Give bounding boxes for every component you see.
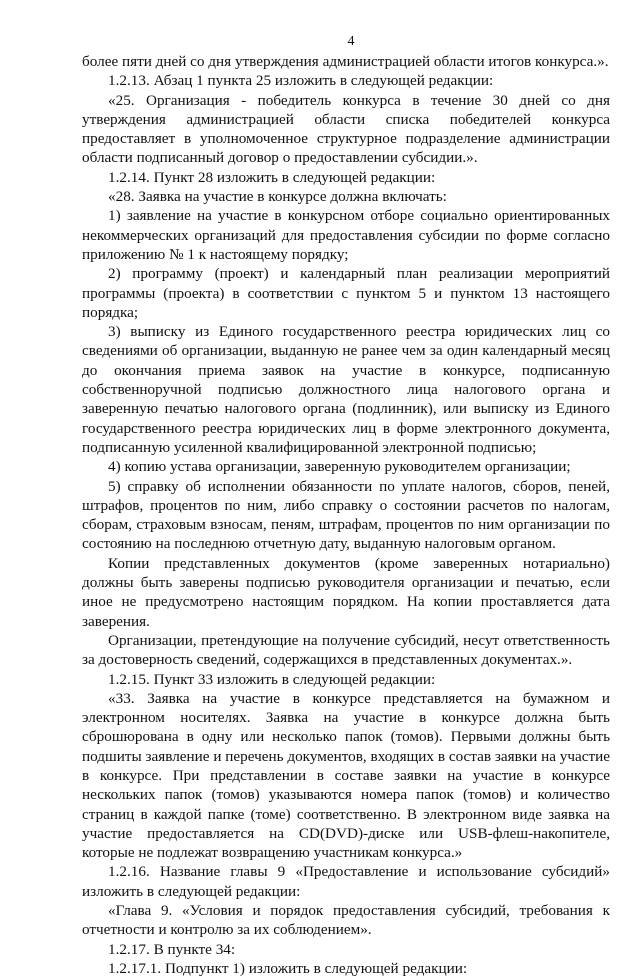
paragraph: «25. Организация - победитель конкурса в течение 30 дней со дня утверждения администрацией области списка победителей конкурса предоставляет в уполномоченное структурное подразделение администрации области подписанный договор о предоставлении субсидии.». (82, 91, 610, 167)
paragraph: 1.2.17. В пункте 34: (108, 940, 236, 958)
paragraph: «33. Заявка на участие в конкурсе представляется на бумажном и электронном носителях. Заявка на участие в конкурсе должна быть сброшюрована в одну или несколько папок (томов). Первыми должны быть подшиты заявление и перечень документов, входящих в состав заявки на участие в конкурсе. При представлении в составе заявки на участие в конкурсе нескольких папок (томов) указываются номера папок (томов) и количество страниц в каждой папке (томе) соответственно. В электронном виде заявка на участие предоставляется на CD(DVD)-диске или USB-флеш-накопителе, которые не подлежат возвращению участникам конкурса.» (82, 689, 610, 862)
paragraph: 1.2.13. Абзац 1 пункта 25 изложить в следующей редакции: (108, 72, 494, 90)
paragraph: 1.2.17.1. Подпункт 1) изложить в следующей редакции: (108, 959, 468, 977)
paragraph: «28. Заявка на участие в конкурсе должна включать: (108, 188, 447, 206)
paragraph: Организации, претендующие на получение субсидий, несут ответственность за достоверность сведений, содержащихся в представленных документах.». (82, 631, 610, 669)
paragraph: 1.2.15. Пункт 33 изложить в следующей редакции: (108, 670, 436, 688)
paragraph: 3) выписку из Единого государственного реестра юридических лиц со сведениями об организации, выданную не ранее чем за один календарный месяц до окончания приема заявок на участие в конкурсе, подписанную собственноручной подписью должностного лица налогового органа и заверенную печатью налогового органа (подлинник), или выписку из Единого государственного реестра юридических лиц в форме электронного документа, подписанную усиленной квалифицированной электронной подписью; (82, 323, 610, 456)
paragraph: 5) справку об исполнении обязанности по уплате налогов, сборов, пеней, штрафов, процентов по ним, либо справку о состоянии расчетов по налогам, сборам, страховым взносам, пеням, штрафам, процентов по ним организации по состоянию на последнюю отчетную дату, выданную налоговым органом. (82, 477, 610, 553)
paragraph: «Глава 9. «Условия и порядок предоставления субсидий, требования к отчетности и контролю за их соблюдением». (82, 902, 610, 939)
page-number: 4 (347, 34, 355, 49)
paragraph: 1) заявление на участие в конкурсном отборе социально ориентированных некоммерческих организаций для предоставления субсидии по форме согласно приложению № 1 к настоящему порядку; (82, 207, 610, 263)
paragraph: 1.2.16. Название главы 9 «Предоставление и использование субсидий» изложить в следующей редакции: (82, 863, 610, 900)
paragraph: более пяти дней со дня утверждения администрацией области итогов конкурса.». (82, 53, 609, 70)
paragraph: 2) программу (проект) и календарный план реализации мероприятий программы (проекта) в соответствии с пунктом 5 и пунктом 13 настоящего порядка; (82, 265, 610, 321)
paragraph: 4) копию устава организации, заверенную руководителем организации; (108, 458, 571, 476)
paragraph: Копии представленных документов (кроме заверенных нотариально) должны быть заверены подписью руководителя организации и печатью, если иное не предусмотрено настоящим порядком. На копии проставляется дата заверения. (82, 554, 610, 630)
document-body (82, 52, 610, 978)
paragraph: 1.2.14. Пункт 28 изложить в следующей редакции: (108, 168, 436, 186)
